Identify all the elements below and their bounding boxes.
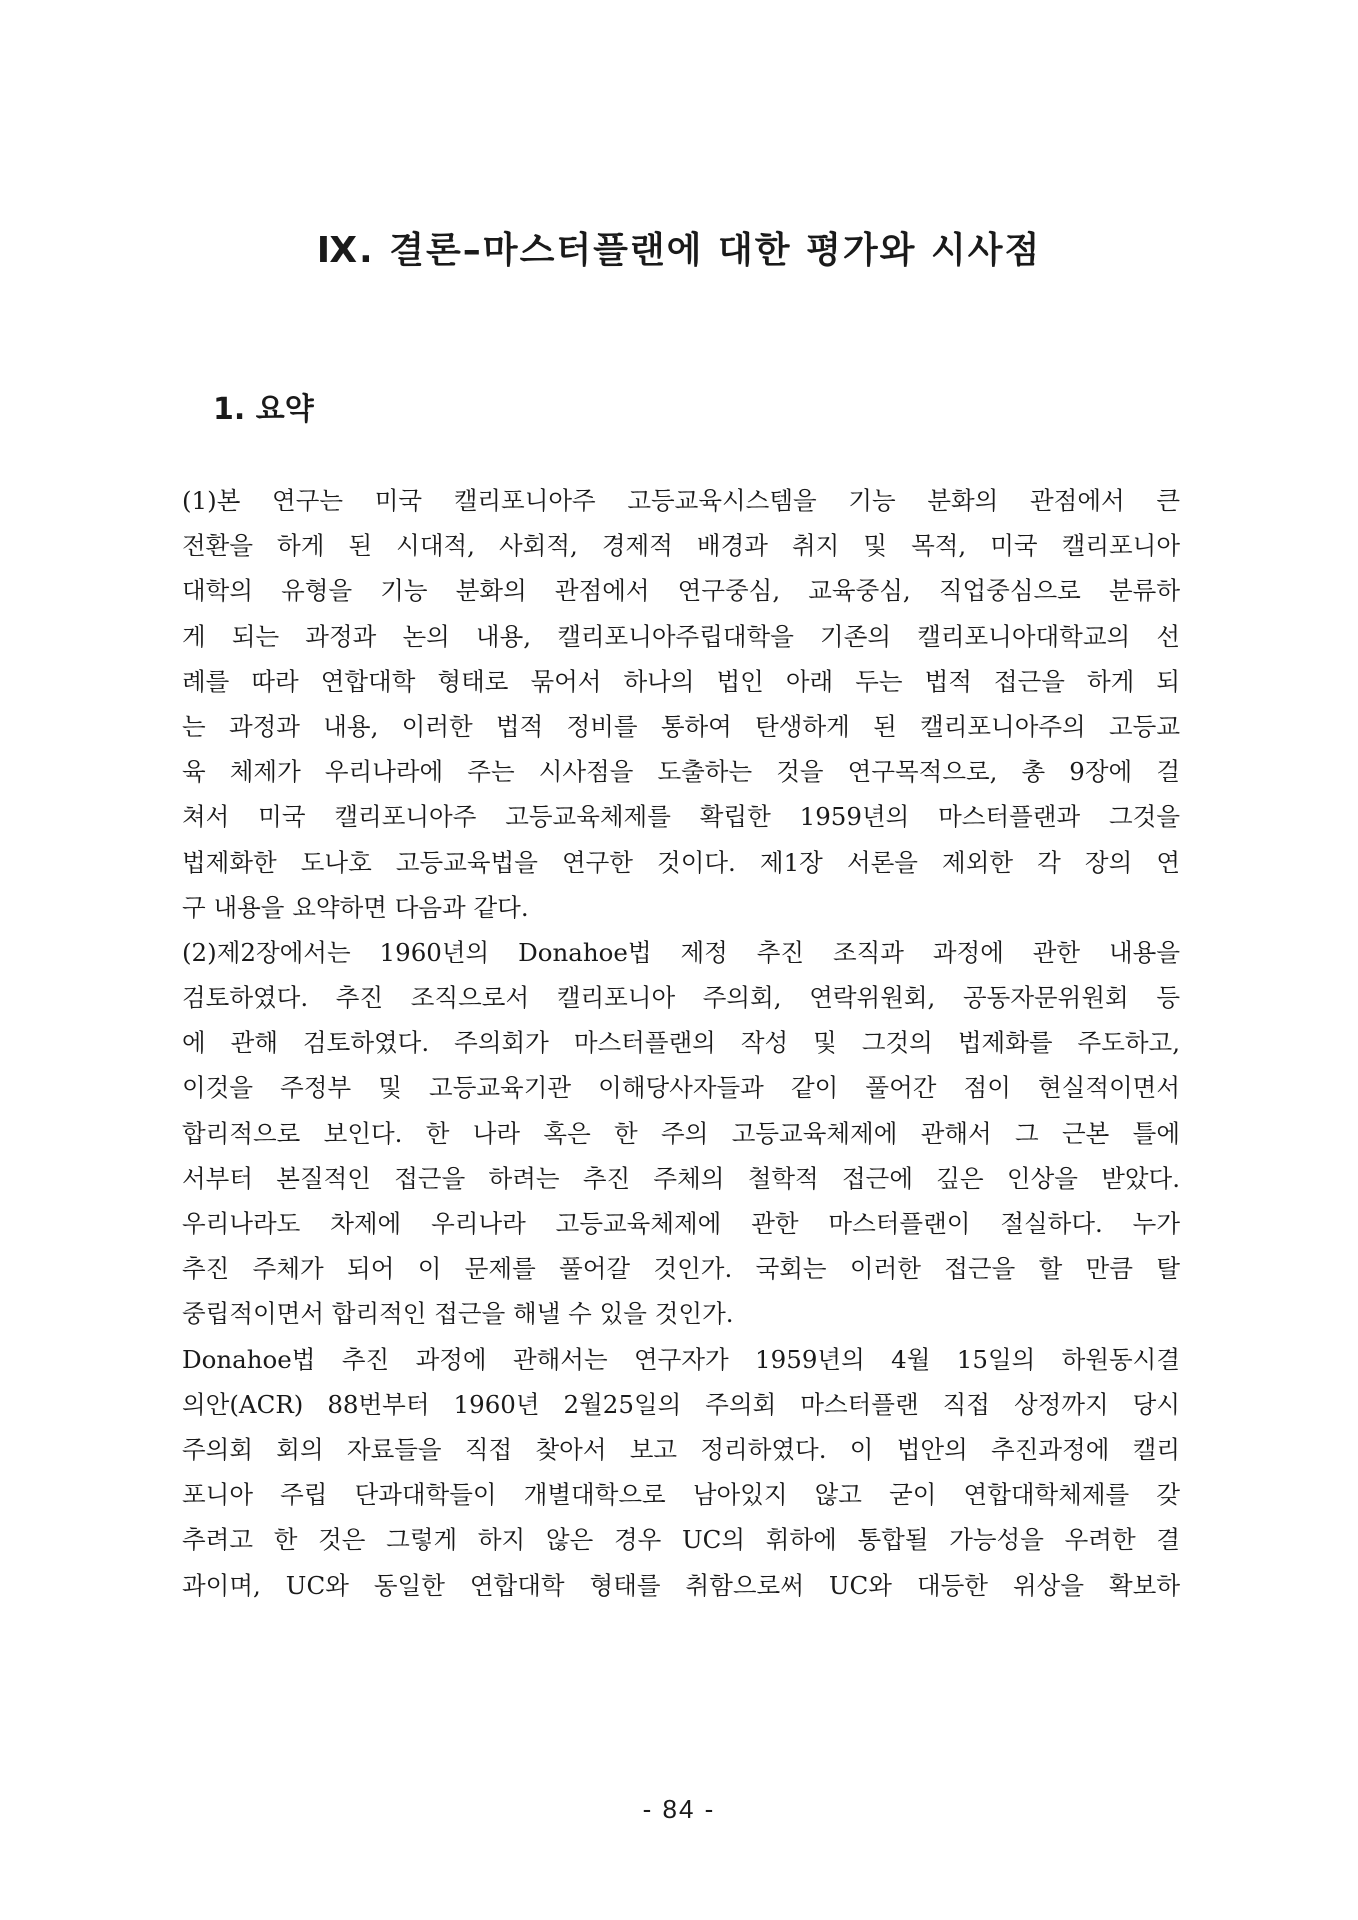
text-line: 에 관해 검토하였다. 주의회가 마스터플랜의 작성 및 그것의 법제화를 주도하고,	[182, 1028, 1180, 1058]
text-line: 전환을 하게 된 시대적, 사회적, 경제적 배경과 취지 및 목적, 미국 캘리포니아	[182, 531, 1180, 561]
text-line: 중립적이면서 합리적인 접근을 해낼 수 있을 것인가.	[182, 1299, 734, 1329]
text-line: (1)본 연구는 미국 캘리포니아주 고등교육시스템을 기능 분화의 관점에서 큰	[182, 486, 1180, 515]
text-line: 합리적으로 보인다. 한 나라 혹은 한 주의 고등교육체제에 관해서 그 근본 틀에	[182, 1118, 1180, 1148]
text-line: (2)제2장에서는 1960년의 Donahoe법 제정 추진 조직과 과정에 관한 내용을	[182, 937, 1180, 967]
text-line: 우리나라도 차제에 우리나라 고등교육체제에 관한 마스터플랜이 절실하다. 누가	[182, 1209, 1180, 1238]
text-line: 구 내용을 요약하면 다음과 같다.	[182, 892, 529, 922]
text-line: 주의회 회의 자료들을 직접 찾아서 보고 정리하였다. 이 법안의 추진과정에 캘리	[182, 1434, 1180, 1464]
text-line: 이것을 주정부 및 고등교육기관 이해당사자들과 같이 풀어간 점이 현실적이면서	[182, 1073, 1180, 1103]
text-line: 서부터 본질적인 접근을 하려는 추진 주체의 철학적 접근에 깊은 인상을 받았다.	[182, 1163, 1180, 1193]
text-line: 추려고 한 것은 그렇게 하지 않은 경우 UC의 휘하에 통합될 가능성을 우려한 결	[182, 1525, 1180, 1555]
page-number: - 84 -	[642, 1794, 716, 1824]
text-line: 추진 주체가 되어 이 문제를 풀어갈 것인가. 국회는 이러한 접근을 할 만큼 탈	[182, 1254, 1180, 1284]
section-heading: 1. 요약	[213, 392, 314, 427]
text-line: 육 체제가 우리나라에 주는 시사점을 도출하는 것을 연구목적으로, 총 9장에 걸	[182, 757, 1180, 787]
text-line: 게 되는 과정과 논의 내용, 캘리포니아주립대학을 기존의 캘리포니아대학교의 선	[182, 621, 1180, 651]
text-line: 포니아 주립 단과대학들이 개별대학으로 남아있지 않고 굳이 연합대학체제를 갖	[182, 1480, 1180, 1510]
text-line: 쳐서 미국 캘리포니아주 고등교육체제를 확립한 1959년의 마스터플랜과 그것을	[182, 802, 1180, 832]
text-line: 례를 따라 연합대학 형태로 묶어서 하나의 법인 아래 두는 법적 접근을 하게 되	[182, 666, 1180, 696]
text-line: 의안(ACR) 88번부터 1960년 2월25일의 주의회 마스터플랜 직접 상정까지 당시	[182, 1389, 1180, 1419]
text-line: 과이며, UC와 동일한 연합대학 형태를 취함으로써 UC와 대등한 위상을 확보하	[182, 1570, 1180, 1600]
text-line: 는 과정과 내용, 이러한 법적 정비를 통하여 탄생하게 된 캘리포니아주의 고등교	[182, 711, 1180, 741]
text-line: Donahoe법 추진 과정에 관해서는 연구자가 1959년의 4월 15일의 하원동시결	[182, 1344, 1180, 1374]
chapter-title: Ⅸ. 결론–마스터플랜에 대한 평가와 시사점	[316, 230, 1042, 271]
text-line: 대학의 유형을 기능 분화의 관점에서 연구중심, 교육중심, 직업중심으로 분류하	[182, 576, 1180, 606]
text-line: 법제화한 도나호 고등교육법을 연구한 것이다. 제1장 서론을 제외한 각 장의 연	[182, 847, 1180, 877]
body-text	[182, 478, 1180, 1608]
text-line: 검토하였다. 추진 조직으로서 캘리포니아 주의회, 연락위원회, 공동자문위원회 등	[182, 983, 1180, 1013]
